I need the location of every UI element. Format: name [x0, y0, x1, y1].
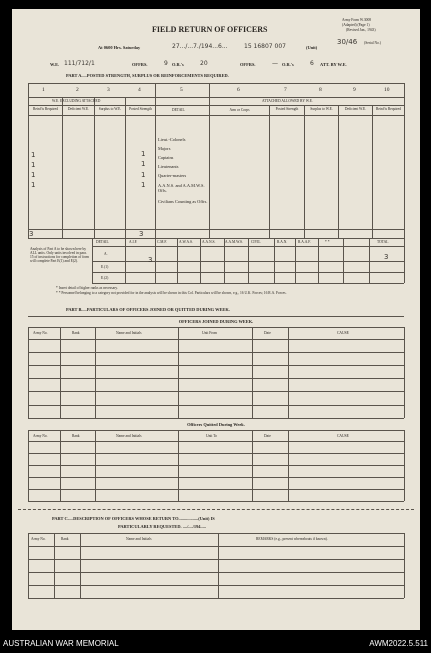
detail-header: DETAIL [172, 108, 185, 112]
col-head-deficient: Deficient W.E. [67, 107, 90, 111]
col-number-3: 3 [107, 87, 110, 93]
col1-mark-4: 1 [31, 181, 36, 189]
part-c-heading-line2: PARTICULARLY REQUESTED. ..../..../194..... [118, 524, 206, 529]
we-value: 111/712/1 [64, 60, 95, 67]
col-head-reinfts-required: Reinf'ts Required [32, 107, 59, 111]
form-number-line3: (Revised Jan., 1943) [346, 28, 376, 32]
analysis-note: Analysis of Part A to be shown here by ALL units. Only units involved in para. 15 of instructions for completion of form will complete Part E(1) and E(2). [30, 247, 90, 263]
rank-quarter-masters: Quarter-masters [158, 173, 187, 178]
analysis-col-civil: CIVIL [251, 240, 261, 244]
part-c-heading-line1: PART C.—DESCRIPTION OF OFFICERS WHOSE RETURN TO..................(Unit) IS [52, 516, 215, 521]
joined-heading: OFFICERS JOINED DURING WEEK. [178, 319, 254, 324]
col-head-surplus: Surplus to W.E. [98, 107, 122, 111]
analysis-row-a: A. [104, 252, 108, 256]
col-number-6: 6 [237, 87, 240, 93]
quitted-heading: Officers Quitted During Week. [187, 422, 245, 427]
analysis-col-aif: A.I.F. [129, 240, 138, 244]
serial-number-label: (Serial No.) [364, 41, 381, 45]
we-label: W.E. [50, 62, 60, 67]
col4-mark-4: 1 [141, 181, 146, 189]
quitted-col-cause: CAUSE [337, 434, 349, 438]
ors-label: O.R.'s [172, 62, 184, 67]
col4-mark-2: 1 [141, 160, 146, 168]
col1-mark-1: 1 [31, 151, 36, 159]
att-offrs-label: OFFRS. [240, 62, 256, 67]
analysis-col-ran: R.A.N. [277, 240, 288, 244]
analysis-col-awas: A.W.A.S. [179, 240, 193, 244]
col-head-attached-deficient: Deficient W.E. [344, 107, 367, 111]
offrs-label: OFFRS. [132, 62, 148, 67]
joined-col-name: Name and Initials [116, 331, 142, 335]
part-c-col-army-no: Army No. [31, 537, 46, 541]
attached-header: ATTACHED ALLOWED BY W.E. [262, 99, 313, 103]
unit-value: 15 16807 007 [244, 43, 286, 50]
col4-mark-3: 1 [141, 171, 146, 179]
col-number-10: 10 [384, 87, 390, 93]
col-number-8: 8 [319, 87, 322, 93]
joined-col-rank: Rank [72, 331, 80, 335]
col1-total: 3 [29, 230, 34, 238]
col-head-posted-strength: Posted Strength [129, 107, 152, 111]
part-b-heading: PART B.—PARTICULARS OF OFFICERS JOINED OR QUITTED DURING WEEK. [66, 307, 230, 312]
footnote-1: * Insert detail of higher ranks as necessary. [56, 286, 118, 290]
analysis-total-a-value: 3 [384, 253, 389, 261]
footer-institution: AUSTRALIAN WAR MEMORIAL [3, 639, 119, 648]
col-head-attached-reinfts: Reinf'ts Required [375, 107, 402, 111]
rank-lieut-colonels: Lieut.-Colonels [158, 137, 186, 142]
analysis-row-e2: E.(2) [101, 276, 109, 280]
part-c-col-remarks: REMARKS (e.g., present whereabouts if known). [256, 537, 328, 541]
analysis-detail-label: DETAIL [96, 240, 109, 244]
footer-accession-number: AWM2022.5.511 [369, 639, 428, 648]
joined-col-cause: CAUSE [337, 331, 349, 335]
col4-mark-1: 1 [141, 150, 146, 158]
col1-mark-3: 1 [31, 171, 36, 179]
analysis-col-aamws: A.A.M.W.S. [225, 240, 243, 244]
archive-footer [0, 634, 431, 653]
col4-total: 3 [139, 230, 144, 238]
col-number-9: 9 [353, 87, 356, 93]
col1-mark-2: 1 [31, 161, 36, 169]
rank-civilians: Civilians Counting as Offrs. [158, 199, 208, 204]
serial-number-value: 30/46 [337, 38, 358, 46]
footnote-2: * * Personnel belonging to a category not provided for in the analysis will be shown in this Col. Particulars will be shown, e.g., 16 U.K. Forces; 16 R.A. Forces. [56, 291, 287, 295]
col-number-5: 5 [180, 87, 183, 93]
analysis-col-total: TOTAL [377, 240, 389, 244]
att-offrs-value: — [272, 60, 278, 67]
col-head-attached-surplus: Surplus to W.E. [310, 107, 333, 111]
analysis-row-e1: E.(1) [101, 265, 109, 269]
att-ors-value: 6 [310, 60, 314, 67]
ors-value: 20 [200, 60, 208, 67]
date-value: 27.../...7./194...6... [172, 43, 228, 50]
quitted-col-date: Date [264, 434, 271, 438]
quitted-col-army-no: Army No. [33, 434, 48, 438]
form-number-line2: (Adapted) (Page 1) [342, 23, 370, 27]
analysis-col-raaf: R.A.A.F. [298, 240, 311, 244]
offrs-value: 9 [164, 60, 168, 67]
part-c-col-rank: Rank [61, 537, 69, 541]
analysis-aif-a-value: 3 [148, 256, 153, 264]
rank-majors: Majors [158, 146, 171, 151]
col-head-arm-or-corps: Arm or Corps [229, 108, 250, 112]
quitted-col-unit-to: Unit To [206, 434, 217, 438]
form-number-line1: Army Form W.3008 [342, 18, 372, 22]
joined-col-unit-from: Unit From [202, 331, 218, 335]
rank-lieutenants: Lieutenants [158, 164, 179, 169]
form-page [12, 9, 420, 630]
form-title: FIELD RETURN OF OFFICERS [152, 25, 268, 34]
rank-aans-aamws: A.A.N.S. and A.A.M.W.S. Offs. [158, 183, 205, 193]
unit-label: (Unit) [306, 45, 318, 50]
analysis-col-aans: A.A.N.S. [202, 240, 216, 244]
col-head-attached-posted-strength: Posted Strength [275, 107, 299, 111]
time-prefix: At 0600 Hrs. Saturday [98, 45, 141, 50]
col-number-2: 2 [76, 87, 79, 93]
part-c-col-name: Name and Initials [126, 537, 152, 541]
part-a-heading: PART A.—POSTED STRENGTH, SURPLUS OR REINFORCEMENTS REQUIRED. [66, 73, 229, 78]
col-number-7: 7 [284, 87, 287, 93]
att-label: ATT. BY W.E. [320, 62, 347, 67]
col-number-1: 1 [42, 87, 45, 93]
analysis-col-other: * * [325, 240, 330, 244]
analysis-col-cmf: C.M.F. [157, 240, 167, 244]
joined-col-army-no: Army No. [33, 331, 48, 335]
rank-captains: Captains [158, 155, 174, 160]
we-excluding-header: W.E. EXCLUDING ATTACHED [52, 99, 101, 103]
att-ors-label: O.R.'s [282, 62, 294, 67]
joined-col-date: Date [264, 331, 271, 335]
quitted-col-rank: Rank [72, 434, 80, 438]
quitted-col-name: Name and Initials [116, 434, 142, 438]
col-number-4: 4 [138, 87, 141, 93]
